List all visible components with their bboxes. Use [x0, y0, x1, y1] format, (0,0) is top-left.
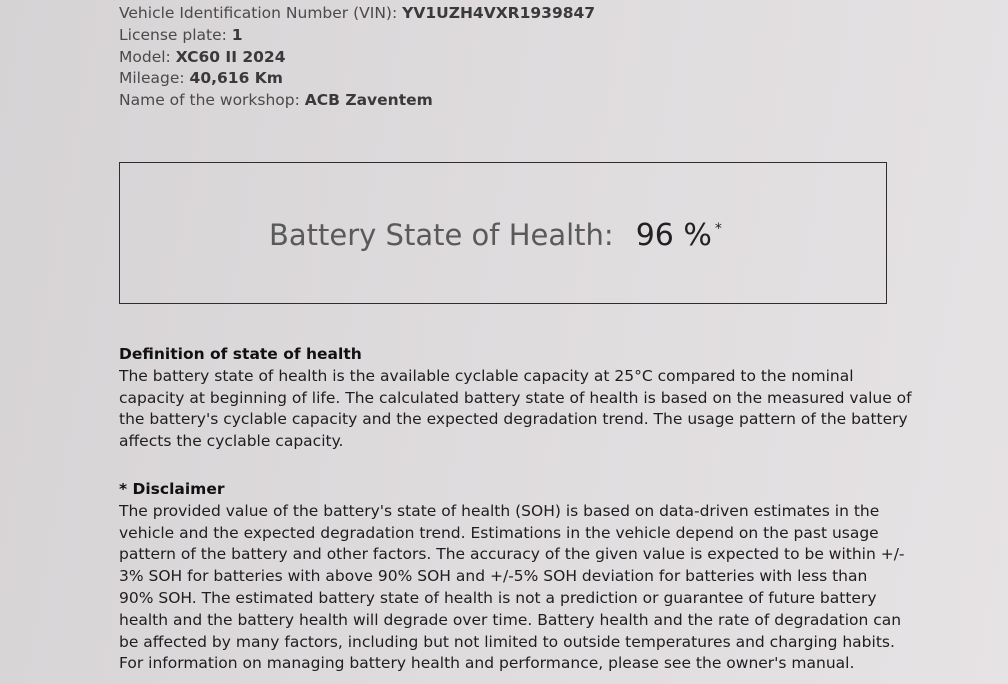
- vehicle-info: [119, 3, 595, 112]
- soh-disclaimer-marker: *: [714, 221, 722, 237]
- disclaimer-line: pattern of the battery and other factors. The accuracy of the given value is expected to be within +/-: [119, 545, 905, 564]
- disclaimer-line: vehicle and the expected degradation trend. Estimations in the vehicle depend on the past usage: [119, 523, 879, 542]
- soh-value: 96 %: [635, 218, 712, 253]
- disclaimer-line: 90% SOH. The estimated battery state of health is not a prediction or guarantee of future battery: [119, 588, 877, 607]
- mileage-label: Mileage:: [119, 69, 190, 88]
- definition-section: [119, 344, 919, 453]
- definition-line: capacity at beginning of life. The calculated battery state of health is based on the measured value of: [119, 388, 912, 407]
- definition-heading: Definition of state of health: [119, 345, 362, 363]
- license-plate-value: 1: [231, 25, 243, 44]
- definition-line: The battery state of health is the available cyclable capacity at 25°C compared to the nominal: [119, 366, 854, 385]
- model-label: Model:: [119, 47, 176, 66]
- soh-label: Battery State of Health:: [269, 218, 614, 252]
- definition-line: affects the cyclable capacity.: [119, 432, 344, 451]
- disclaimer-line: The provided value of the battery's state of health (SOH) is based on data-driven estimates in the: [119, 501, 880, 520]
- disclaimer-heading: * Disclaimer: [119, 480, 225, 498]
- disclaimer-line: For information on managing battery health and performance, please see the owner's manual.: [119, 654, 855, 673]
- workshop-row: [119, 90, 595, 112]
- mileage-row: [119, 68, 595, 90]
- model-row: [119, 47, 595, 69]
- disclaimer-line: be affected by many factors, including but not limited to outside temperatures and charging habits.: [119, 632, 895, 651]
- state-of-health-readout: [269, 215, 722, 256]
- definition-line: the battery's cyclable capacity and the expected degradation trend. The usage pattern of the battery: [119, 410, 908, 429]
- model-value: XC60 II 2024: [175, 47, 286, 66]
- license-plate-row: [119, 25, 595, 47]
- disclaimer-section: [119, 479, 919, 675]
- workshop-value: ACB Zaventem: [304, 91, 433, 110]
- state-of-health-box: [119, 162, 887, 304]
- disclaimer-line: health and the battery health will degrade over time. Battery health and the rate of degradation can: [119, 610, 902, 629]
- mileage-value: 40,616 Km: [189, 69, 283, 88]
- license-plate-label: License plate:: [119, 25, 232, 44]
- vin-value: YV1UZH4VXR1939847: [402, 4, 596, 22]
- vin-row: [119, 3, 595, 25]
- disclaimer-line: 3% SOH for batteries with above 90% SOH and +/-5% SOH deviation for batteries with less than: [119, 567, 868, 586]
- workshop-label: Name of the workshop:: [119, 91, 305, 110]
- vin-label: Vehicle Identification Number (VIN):: [119, 4, 403, 22]
